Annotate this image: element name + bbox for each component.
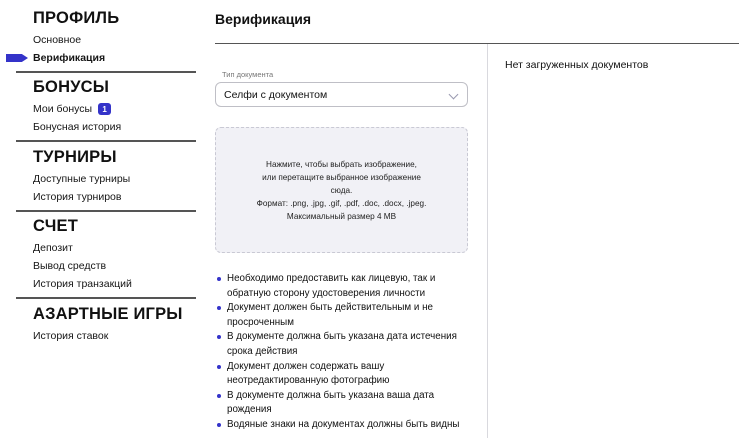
sidebar-item-label: Верификация — [33, 52, 106, 64]
upload-max-size: Максимальный размер 4 MB — [286, 211, 397, 221]
sidebar-item-label: Вывод средств — [33, 260, 107, 272]
sidebar-item-label: История турниров — [33, 191, 122, 203]
bullet-icon — [217, 394, 221, 398]
list-item — [215, 389, 477, 418]
bullet-icon — [217, 423, 221, 427]
sidebar-divider — [16, 71, 196, 73]
upload-hint-line: или перетащите выбранное изображение — [262, 172, 421, 182]
sidebar-item-deposit[interactable] — [0, 239, 200, 257]
section-tournaments — [0, 147, 200, 206]
list-item — [215, 418, 477, 433]
list-item — [215, 301, 477, 330]
sidebar-item-label: Мои бонусы — [33, 103, 93, 115]
main-panel — [200, 0, 750, 438]
sidebar-item-withdrawal[interactable] — [0, 257, 200, 275]
sidebar-item-verification[interactable] — [0, 49, 200, 67]
bullet-icon — [217, 335, 221, 339]
bonus-count-badge: 1 — [98, 103, 111, 115]
upload-hint-line: Нажмите, чтобы выбрать изображение, — [266, 159, 417, 169]
upload-hint-line: сюда. — [330, 185, 353, 195]
list-item — [215, 330, 477, 359]
no-documents-message: Нет загруженных документов — [505, 59, 649, 71]
sidebar-item-tournament-history[interactable] — [0, 188, 200, 206]
sidebar-item-label: Основное — [33, 34, 82, 46]
sidebar-item-label: Доступные турниры — [33, 173, 131, 185]
sidebar-item-label: История ставок — [33, 330, 109, 342]
section-profile — [0, 8, 200, 67]
requirement-text: В документе должна быть указана дата истечения срока действия — [227, 331, 457, 357]
bullet-icon — [217, 306, 221, 310]
requirement-text: Необходимо предоставить как лицевую, так и обратную сторону удостоверения личности — [227, 273, 436, 299]
sidebar-divider — [16, 297, 196, 299]
requirement-text: В документе должна быть указана ваша дата рождения — [227, 389, 435, 416]
sidebar-item-available-tournaments[interactable] — [0, 170, 200, 188]
section-title-tournaments: ТУРНИРЫ — [33, 148, 117, 166]
requirement-text: Документ должен быть действительным и не просроченным — [227, 302, 433, 328]
sidebar-item-label: История транзакций — [33, 278, 132, 290]
requirements-list — [215, 272, 477, 433]
bullet-icon — [217, 365, 221, 369]
upload-formats: Формат: .png, .jpg, .gif, .pdf, .doc, .docx, .jpeg. — [256, 198, 427, 208]
sidebar — [0, 0, 200, 438]
list-item — [215, 360, 477, 389]
section-bonuses — [0, 77, 200, 136]
section-gambling — [0, 304, 200, 345]
sidebar-item-label: Депозит — [33, 242, 73, 254]
sidebar-item-label: Бонусная история — [33, 121, 122, 133]
section-title-account: СЧЕТ — [33, 217, 78, 235]
page-title: Верификация — [215, 11, 312, 27]
section-title-gambling: АЗАРТНЫЕ ИГРЫ — [33, 305, 183, 323]
sidebar-item-my-bonuses[interactable] — [0, 100, 200, 118]
column-separator — [487, 44, 488, 438]
sidebar-item-bonus-history[interactable] — [0, 118, 200, 136]
sidebar-item-main[interactable] — [0, 31, 200, 49]
chevron-down-icon — [449, 90, 459, 100]
upload-dropzone[interactable] — [215, 127, 468, 253]
section-title-bonuses: БОНУСЫ — [33, 78, 110, 96]
list-item — [215, 272, 477, 301]
requirement-text: Документ должен содержать вашу неотредактированную фотографию — [227, 360, 390, 387]
section-title-profile: ПРОФИЛЬ — [33, 9, 120, 27]
sidebar-item-bet-history[interactable] — [0, 327, 200, 345]
sidebar-divider — [16, 210, 196, 212]
doc-type-label: Тип документа — [222, 70, 274, 79]
sidebar-divider — [16, 140, 196, 142]
bullet-icon — [217, 277, 221, 281]
section-account — [0, 216, 200, 293]
title-divider — [215, 43, 739, 44]
sidebar-item-transaction-history[interactable] — [0, 275, 200, 293]
requirement-text: Водяные знаки на документах должны быть видны — [227, 418, 460, 430]
doc-type-select[interactable] — [215, 82, 468, 107]
arrow-marker-icon — [6, 54, 28, 62]
doc-type-value: Селфи с документом — [224, 88, 328, 101]
